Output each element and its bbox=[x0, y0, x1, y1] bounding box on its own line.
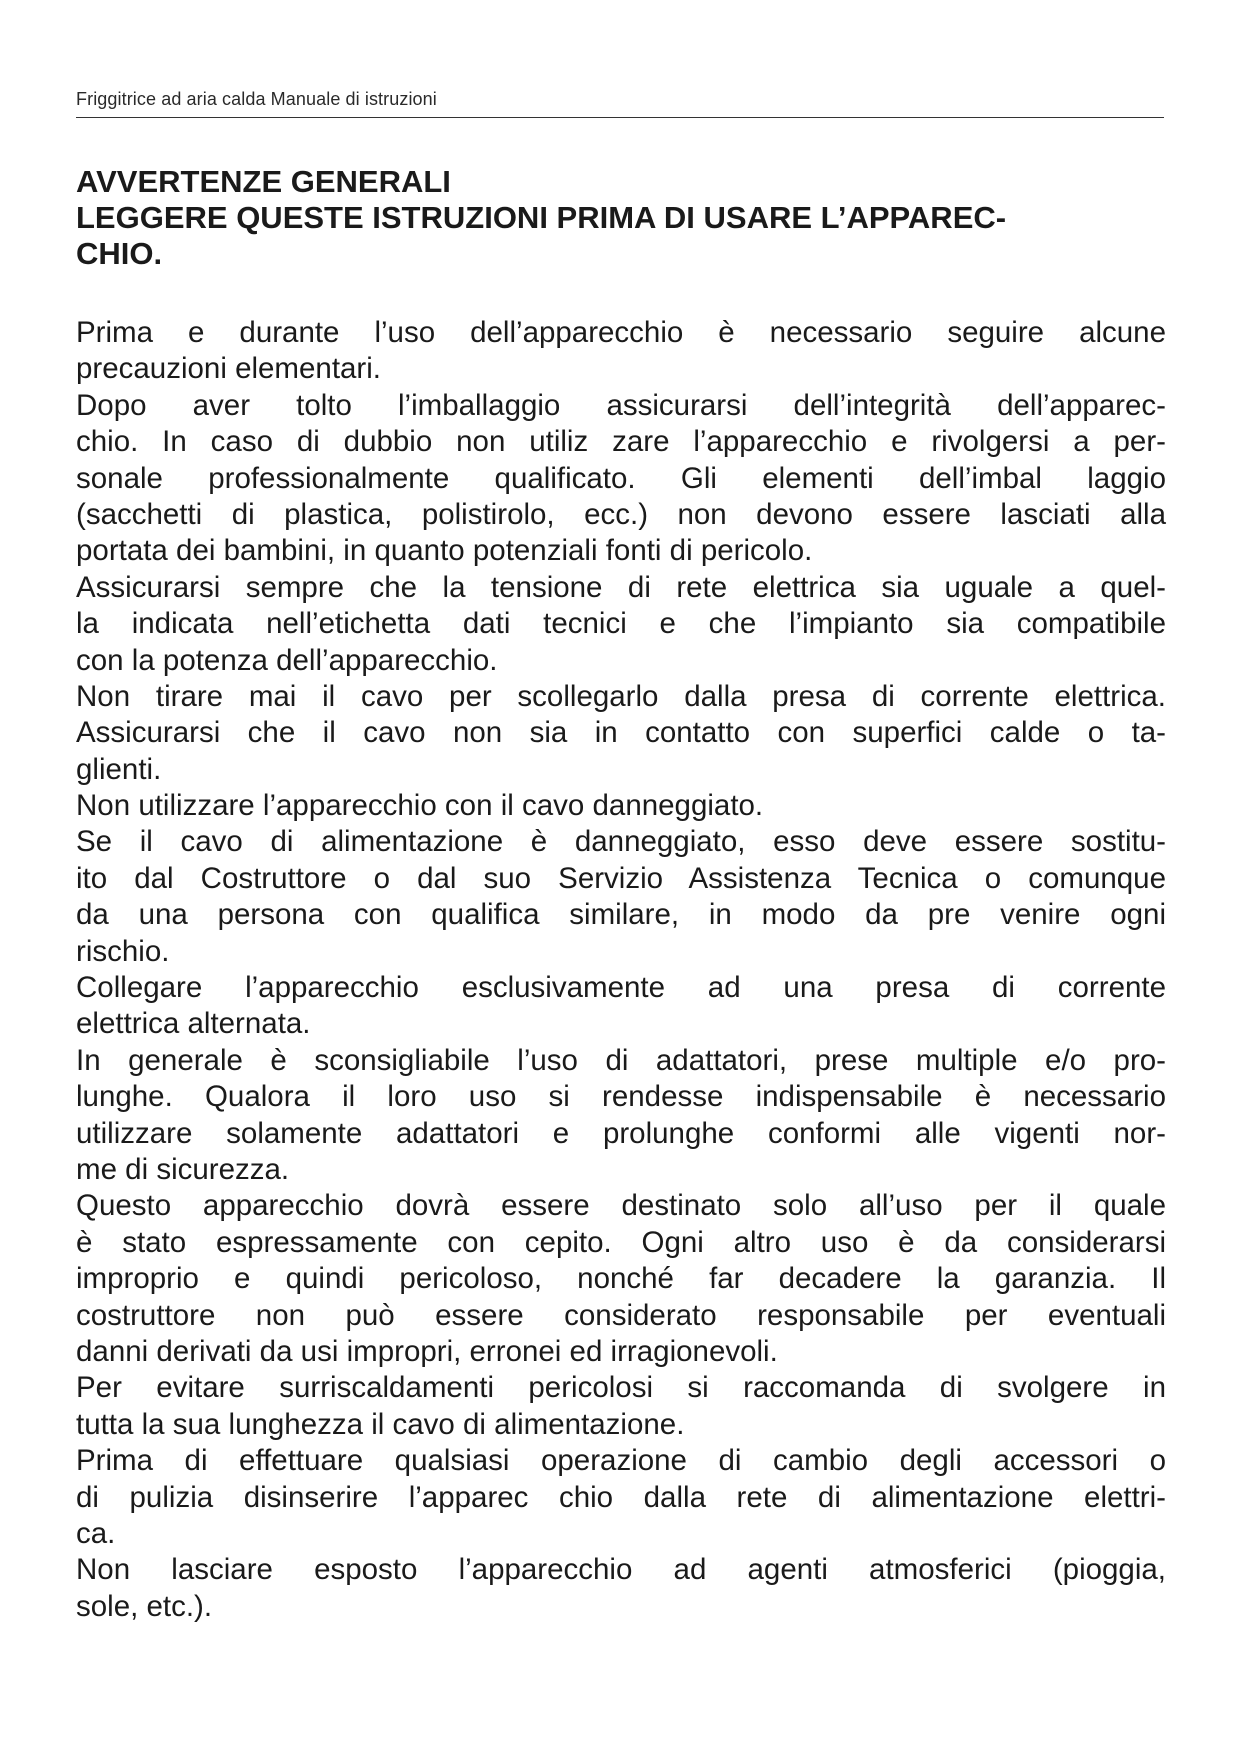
body-line: è stato espressamente con cepito. Ogni altro uso è da considerarsi bbox=[76, 1225, 1166, 1259]
body-line: Per evitare surriscaldamenti pericolosi si raccomanda di svolgere in bbox=[76, 1371, 1166, 1405]
body-line: precauzioni elementari. bbox=[76, 352, 381, 386]
warnings-body bbox=[76, 315, 1166, 1625]
body-line: chio. In caso di dubbio non utiliz zare l’apparecchio e rivolgersi a per- bbox=[76, 425, 1166, 459]
title-line: LEGGERE QUESTE ISTRUZIONI PRIMA DI USARE L’APPAREC- bbox=[76, 200, 1007, 235]
body-line: Non utilizzare l’apparecchio con il cavo danneggiato. bbox=[76, 789, 764, 823]
body-line: glienti. bbox=[76, 752, 162, 786]
body-line: me di sicurezza. bbox=[76, 1152, 290, 1186]
title-line: AVVERTENZE GENERALI bbox=[76, 164, 451, 199]
body-line: Non lasciare esposto l’apparecchio ad agenti atmosferici (pioggia, bbox=[76, 1553, 1166, 1587]
body-line: costruttore non può essere considerato responsabile per eventuali bbox=[76, 1298, 1166, 1332]
running-header: Friggitrice ad aria calda Manuale di istruzioni bbox=[76, 89, 437, 109]
body-line: elettrica alternata. bbox=[76, 1007, 311, 1041]
body-line: Dopo aver tolto l’imballaggio assicurarsi dell’integrità dell’apparec- bbox=[76, 388, 1166, 422]
body-line: di pulizia disinserire l’apparec chio dalla rete di alimentazione elettri- bbox=[76, 1480, 1166, 1514]
body-line: Se il cavo di alimentazione è danneggiato, esso deve essere sostitu- bbox=[76, 825, 1166, 859]
body-line: con la potenza dell’apparecchio. bbox=[76, 643, 498, 677]
body-line: (sacchetti di plastica, polistirolo, ecc.) non devono essere lasciati alla bbox=[76, 497, 1166, 531]
body-line: sonale professionalmente qualificato. Gli elementi dell’imbal laggio bbox=[76, 461, 1166, 495]
title-line: CHIO. bbox=[76, 236, 163, 271]
body-line: tutta la sua lunghezza il cavo di alimentazione. bbox=[76, 1407, 685, 1441]
section-title bbox=[76, 164, 1166, 272]
body-line: Questo apparecchio dovrà essere destinato solo all’uso per il quale bbox=[76, 1189, 1166, 1223]
body-line: utilizzare solamente adattatori e prolunghe conformi alle vigenti nor- bbox=[76, 1116, 1166, 1150]
body-line: Prima di effettuare qualsiasi operazione di cambio degli accessori o bbox=[76, 1444, 1166, 1478]
body-line: Assicurarsi sempre che la tensione di rete elettrica sia uguale a quel- bbox=[76, 570, 1166, 604]
body-line: portata dei bambini, in quanto potenziali fonti di pericolo. bbox=[76, 534, 813, 568]
body-line: rischio. bbox=[76, 934, 170, 968]
body-line: danni derivati da usi impropri, erronei ed irragionevoli. bbox=[76, 1334, 778, 1368]
body-line: Collegare l’apparecchio esclusivamente ad una presa di corrente bbox=[76, 971, 1166, 1005]
body-line: ca. bbox=[76, 1516, 116, 1550]
body-line: Assicurarsi che il cavo non sia in contatto con superfici calde o ta- bbox=[76, 716, 1166, 750]
body-line: da una persona con qualifica similare, in modo da pre venire ogni bbox=[76, 898, 1166, 932]
body-line: ito dal Costruttore o dal suo Servizio Assistenza Tecnica o comunque bbox=[76, 861, 1166, 895]
body-line: improprio e quindi pericoloso, nonché far decadere la garanzia. Il bbox=[76, 1262, 1166, 1296]
header-divider bbox=[76, 117, 1164, 118]
body-line: lunghe. Qualora il loro uso si rendesse indispensabile è necessario bbox=[76, 1080, 1166, 1114]
body-line: sole, etc.). bbox=[76, 1589, 213, 1623]
body-line: la indicata nell’etichetta dati tecnici e che l’impianto sia compatibile bbox=[76, 607, 1166, 641]
body-line: Prima e durante l’uso dell’apparecchio è necessario seguire alcune bbox=[76, 316, 1166, 349]
body-line: Non tirare mai il cavo per scollegarlo dalla presa di corrente elettrica. bbox=[76, 679, 1166, 713]
body-line: In generale è sconsigliabile l’uso di adattatori, prese multiple e/o pro- bbox=[76, 1043, 1166, 1077]
